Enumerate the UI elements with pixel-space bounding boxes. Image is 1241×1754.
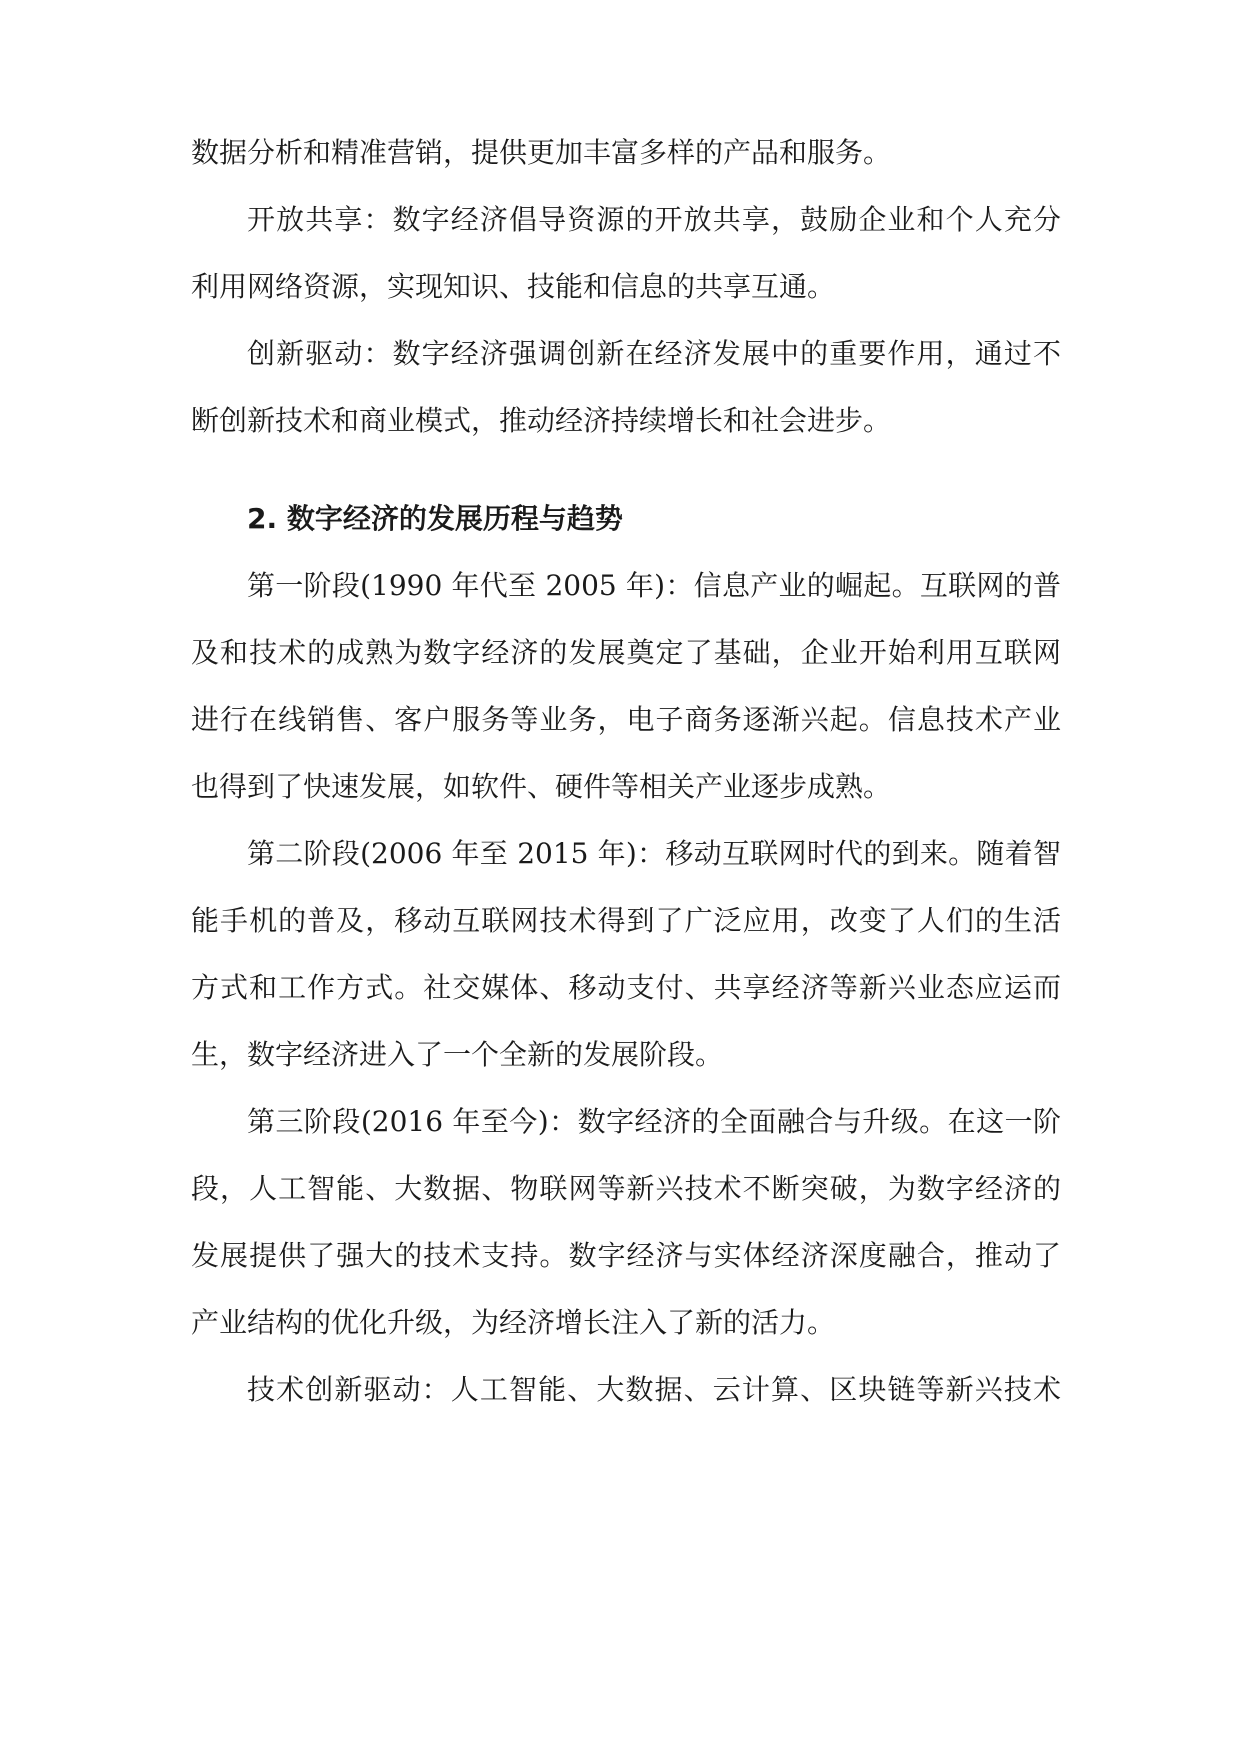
paragraph-line: 利用网络资源，实现知识、技能和信息的共享互通。: [191, 270, 836, 303]
paragraph-line: 技术创新驱动：人工智能、大数据、云计算、区块链等新兴技术: [247, 1373, 1061, 1406]
paragraph-line: 开放共享：数字经济倡导资源的开放共享，鼓励企业和个人充分: [247, 203, 1061, 236]
paragraph-line: 发展提供了强大的技术支持。数字经济与实体经济深度融合，推动了: [191, 1239, 1061, 1272]
paragraph-line: 也得到了快速发展，如软件、硬件等相关产业逐步成熟。: [191, 770, 892, 803]
paragraph-line: 第一阶段(1990 年代至 2005 年)：信息产业的崛起。互联网的普: [247, 569, 1061, 602]
paragraph-line: 生，数字经济进入了一个全新的发展阶段。: [191, 1038, 724, 1071]
paragraph-line: 段，人工智能、大数据、物联网等新兴技术不断突破，为数字经济的: [191, 1172, 1061, 1205]
paragraph-line: 断创新技术和商业模式，推动经济持续增长和社会进步。: [191, 404, 892, 437]
paragraph-line: 及和技术的成熟为数字经济的发展奠定了基础，企业开始利用互联网: [191, 636, 1061, 669]
paragraph-line: 数据分析和精准营销，提供更加丰富多样的产品和服务。: [191, 136, 892, 169]
paragraph-line: 产业结构的优化升级，为经济增长注入了新的活力。: [191, 1306, 836, 1339]
section-heading: 2. 数字经济的发展历程与趋势: [247, 502, 623, 535]
paragraph-line: 方式和工作方式。社交媒体、移动支付、共享经济等新兴业态应运而: [191, 971, 1061, 1004]
paragraph-line: 创新驱动：数字经济强调创新在经济发展中的重要作用，通过不: [247, 337, 1061, 370]
paragraph-line: 进行在线销售、客户服务等业务，电子商务逐渐兴起。信息技术产业: [191, 703, 1061, 736]
paragraph-line: 第三阶段(2016 年至今)：数字经济的全面融合与升级。在这一阶: [247, 1105, 1061, 1138]
paragraph-line: 能手机的普及，移动互联网技术得到了广泛应用，改变了人们的生活: [191, 904, 1061, 937]
paragraph-line: 第二阶段(2006 年至 2015 年)：移动互联网时代的到来。随着智: [247, 837, 1061, 870]
